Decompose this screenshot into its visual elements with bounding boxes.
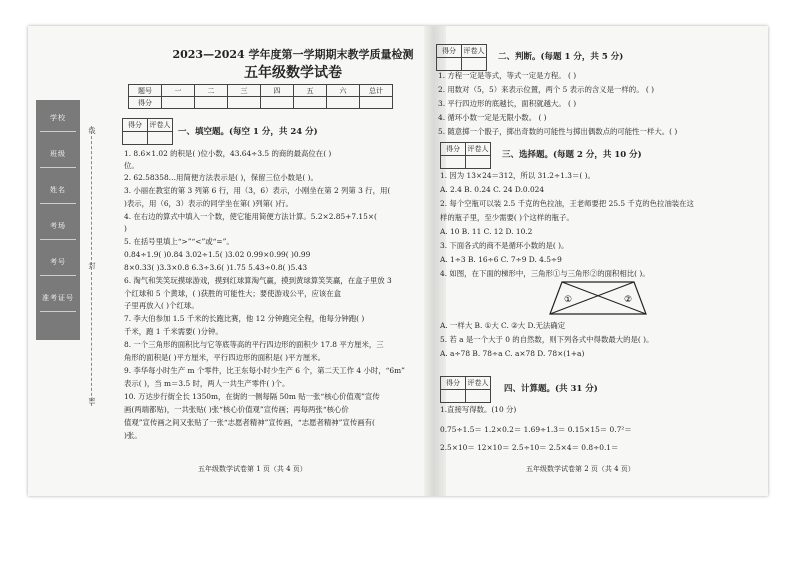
question-line: 10. 万达步行街全长 1350m，在街的一侧每隔 50m 贴一张“核心价值观”宣传	[124, 392, 380, 401]
score-header: 一	[162, 85, 195, 97]
score-row-label: 得分	[129, 97, 162, 109]
grader-box: 得分 评卷人	[440, 142, 491, 169]
question-line: 0.84÷1.9( )0.84 3.02÷1.5( )3.02 0.99×0.99( )0.99	[124, 250, 311, 259]
choice-line: A. 2.4 B. 0.24 C. 24 D.0.024	[440, 185, 545, 194]
seal-char: 线	[88, 127, 96, 135]
choice-line: A. 一样大 B. ①大 C. ②大 D.无法确定	[440, 321, 566, 330]
question-line: 个红球和 5 个黄球，( )获胜的可能性大；要使游戏公平，应该在盒	[124, 289, 342, 298]
seal-char: 封	[88, 262, 96, 270]
triangle-2-label: ②	[624, 295, 633, 305]
sidebar-field-name: 姓名	[36, 172, 80, 208]
score-cell	[360, 97, 393, 109]
question-line: 3. 小丽在教室的第 3 列第 6 行，用（3，6）表示，小刚坐在第 2 列第 3 行，用(	[124, 186, 391, 195]
calc-line: 2.5×10＝ 12×10＝ 2.5÷10＝ 2.5×4＝ 0.8÷0.1＝	[440, 443, 619, 452]
question-line: 子里再放入( )个红球。	[124, 301, 199, 310]
choice-line: 5. 若 a 是一个大于 0 的自然数，则下列各式中得数最大的是( )。	[440, 335, 654, 344]
score-header: 三	[228, 85, 261, 97]
question-line: 8. 一个三角形的面积比与它等底等高的平行四边形的面积少 17.8 平方厘米，三	[124, 340, 384, 349]
page-footer-right: 五年级数学试卷第 2 页（共 4 页）	[526, 465, 635, 473]
score-cell	[327, 97, 360, 109]
choice-line: A. 10 B. 11 C. 12 D. 10.2	[440, 227, 533, 236]
score-cell	[261, 97, 294, 109]
choice-line: 4. 如图，在下面的梯形中，三角形①与三角形②的面积相比( )。	[440, 269, 650, 278]
seal-char: 密	[88, 397, 96, 405]
question-line: 1. 8.6×1.02 的积是( )位小数，43.64÷3.5 的商的最高位在( )	[124, 149, 332, 158]
judge-line: 2. 用数对（5，5）来表示位置，两个 5 表示的含义是一样的。 ( )	[438, 85, 655, 94]
question-line: 位。	[124, 161, 139, 170]
sidebar-field-class: 班级	[36, 136, 80, 172]
question-line: 4. 在右边的算式中填入一个数，使它能用简便方法计算。5.2×2.85+7.15×(	[124, 212, 377, 221]
question-line: 8×0.33( )3.3×0.8 6.3÷3.6( )1.75 5.43÷0.8( )5.43	[124, 263, 308, 272]
section-choice-title: 三、选择题。(每题 2 分，共 10 分)	[502, 150, 642, 160]
score-header: 五	[294, 85, 327, 97]
trapezoid-figure	[548, 280, 648, 316]
calc-line: 0.75÷1.5＝ 1.2×0.2＝ 1.69÷1.3＝ 0.15×15＝ 0.7²＝	[440, 425, 632, 434]
page-footer-left: 五年级数学试卷第 1 页（共 4 页）	[198, 465, 307, 473]
question-line: 千米，跑 1 千米需要( )分钟。	[124, 327, 223, 336]
question-line: 角形的面积是( )平方厘米，平行四边形的面积是( )平方厘米。	[124, 353, 326, 362]
choice-line: 样的瓶子里，至少需要( )个这样的瓶子。	[440, 213, 574, 222]
score-header: 六	[327, 85, 360, 97]
judge-line: 1. 方程一定是等式，等式一定是方程。 ( )	[438, 71, 577, 80]
calc-subtitle: 1.直接写得数。(10 分)	[440, 405, 517, 414]
score-header: 二	[195, 85, 228, 97]
score-header: 总计	[360, 85, 393, 97]
choice-line: A. a÷78 B. 78÷a C. a×78 D. 78×(1+a)	[440, 349, 585, 358]
seal-labels	[88, 126, 96, 406]
question-line: 2. 62.58358…用简便方法表示是( )，保留三位小数是( )。	[124, 173, 318, 182]
exam-subtitle: 五年级数学试卷	[244, 65, 342, 81]
score-header: 题号	[129, 85, 162, 97]
choice-line: 3. 下面各式的商不是循环小数的是( )。	[440, 241, 569, 250]
judge-line: 5. 随意掷一个骰子，掷出奇数的可能性与掷出偶数点的可能性一样大。( )	[438, 127, 678, 136]
score-cell	[162, 97, 195, 109]
sidebar-field-room: 考场	[36, 208, 80, 244]
section-judge-title: 二、判断。(每题 1 分，共 5 分)	[498, 52, 624, 62]
exam-title: 2023—2024 学年度第一学期期末教学质量检测	[172, 48, 414, 61]
sidebar-field-ticket: 准考证号	[36, 280, 80, 316]
trapezoid-diagonal	[562, 282, 646, 314]
score-header: 四	[261, 85, 294, 97]
sidebar-field-number: 考号	[36, 244, 80, 280]
choice-line: A. 1÷3 B. 16÷6 C. 7÷9 D. 4.5÷9	[440, 255, 562, 264]
grader-box: 得分 评卷人	[122, 118, 173, 145]
question-line: )张。	[124, 431, 142, 440]
question-line: 9. 李华每小时生产 m 个零件，比王东每小时少生产 6 个，第二天工作 4 小时，“6m”	[124, 366, 405, 375]
judge-line: 3. 平行四边形的底越长，面积就越大。 ( )	[438, 99, 577, 108]
trapezoid-diagonal	[550, 282, 634, 314]
score-cell	[294, 97, 327, 109]
score-cell	[228, 97, 261, 109]
section-fill-blank-title: 一、填空题。(每空 1 分，共 24 分)	[178, 127, 318, 137]
question-line: 值观”宣传画之间又张贴了一张“志愿者精神”宣传画，“志愿者精神”宣传画有(	[124, 418, 375, 427]
triangle-1-label: ①	[564, 295, 573, 305]
section-calc-title: 四、计算题。(共 31 分)	[504, 384, 598, 394]
question-line: )表示，用（6，3）表示的同学坐在第( )列第( )行。	[124, 199, 293, 208]
score-table	[128, 84, 393, 109]
choice-line: 2. 每个空瓶可以装 2.5 千克的色拉油，王老师要把 25.5 千克的色拉油装在这	[440, 199, 694, 208]
question-line: 画(两端都贴)，一共张贴( )张“核心价值观”宣传画；再每两张“核心价	[124, 405, 349, 414]
question-line: 6. 淘气和笑笑玩摸球游戏，摸到红球算淘气赢，摸到黄球算笑笑赢，在盒子里放 3	[124, 276, 392, 285]
question-line: )	[124, 224, 127, 233]
score-cell	[195, 97, 228, 109]
question-line: 表示( )，当 m＝3.5 时，两人一共生产零件( )个。	[124, 379, 290, 388]
question-line: 5. 在括号里填上“>”“<”或“=”。	[124, 237, 234, 246]
judge-line: 4. 循环小数一定是无限小数。 ( )	[438, 113, 547, 122]
exam-sheet	[28, 26, 768, 496]
choice-line: 1. 因为 13×24＝312，所以 31.2÷1.3＝( )。	[440, 171, 595, 180]
grader-box: 得分 评卷人	[440, 376, 491, 403]
sidebar-field-school: 学校	[36, 100, 80, 136]
grader-box: 得分 评卷人	[436, 44, 487, 71]
student-info-sidebar	[36, 100, 80, 340]
question-line: 7. 李大伯参加 1.5 千米的长跑比赛，他 12 分钟跑完全程，他每分钟跑( )	[124, 314, 365, 323]
